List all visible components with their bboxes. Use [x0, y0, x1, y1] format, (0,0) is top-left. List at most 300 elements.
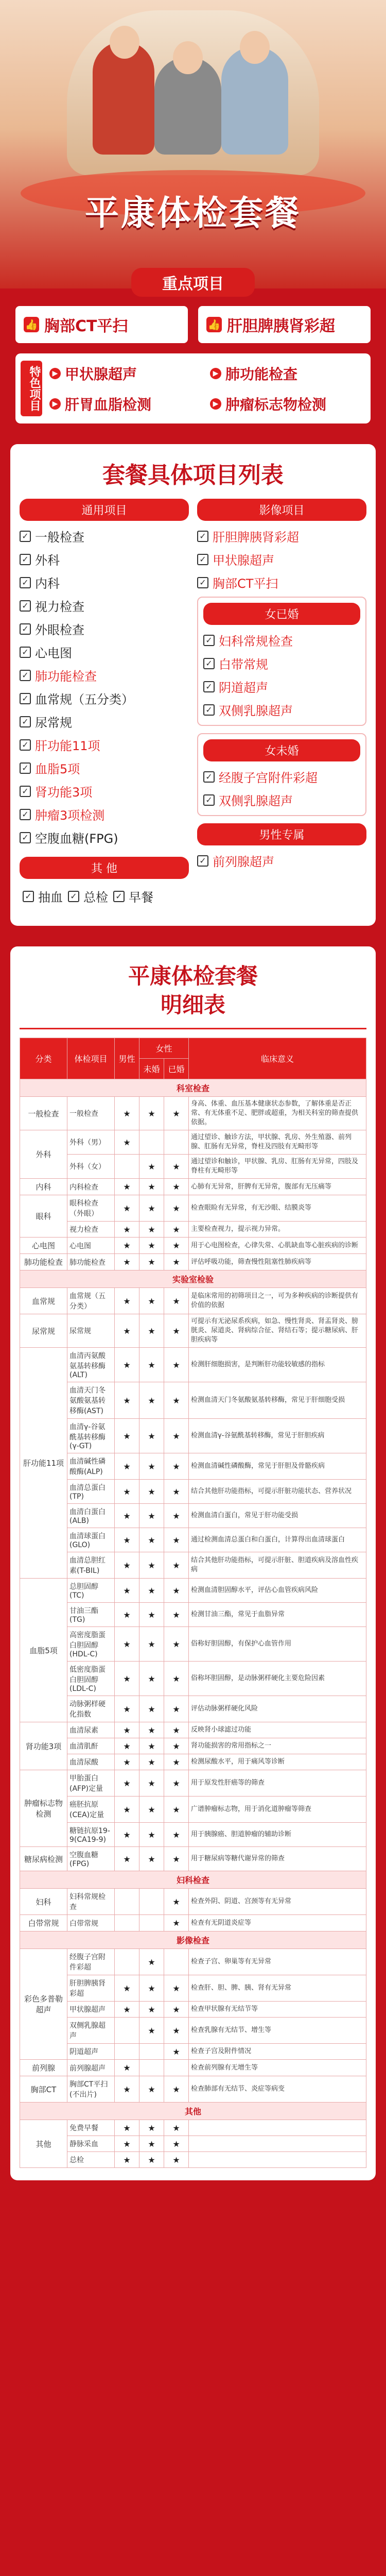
- star-cell: ★: [139, 1195, 164, 1222]
- group-label: 实验室检验: [20, 1270, 366, 1288]
- list-item-label: 肝功能11项: [35, 739, 100, 753]
- table-row: [20, 1823, 366, 1847]
- list-item-label: 尿常规: [35, 716, 72, 730]
- list-item-label: 内科: [35, 577, 60, 591]
- star-cell: ★: [139, 1453, 164, 1480]
- item-cell: 外科（男）: [67, 1130, 115, 1155]
- star-cell: ★: [164, 2044, 189, 2060]
- table-row: [20, 1288, 366, 1314]
- table-row: [20, 1949, 366, 1975]
- star-cell: ★: [115, 1480, 139, 1504]
- item-cell: 胸部CT平扫(不出片): [67, 2076, 115, 2103]
- star-cell: ★: [139, 1155, 164, 1179]
- star-cell: ★: [115, 1419, 139, 1453]
- list-item-label: 肾功能3项: [35, 785, 93, 800]
- group-label: 影像检查: [20, 1931, 366, 1949]
- person-face: [240, 31, 270, 64]
- detail-title: 平康体检套餐 明细表: [128, 963, 258, 1018]
- category-cell: 糖尿病检测: [20, 1847, 67, 1871]
- star-cell: ★: [139, 2002, 164, 2018]
- key-items: [0, 297, 386, 343]
- checkbox-icon: ✓: [20, 670, 31, 681]
- table-row: [20, 2002, 366, 2018]
- item-cell: 阴道超声: [67, 2044, 115, 2060]
- meaning-cell: 肾功能损害的常用指标之一: [189, 1738, 366, 1754]
- list-item: [203, 677, 360, 696]
- category-cell: 妇科: [20, 1889, 67, 1915]
- star-cell: ★: [115, 1603, 139, 1627]
- list-item-label: 外眼检查: [35, 623, 84, 637]
- list-item-label: 双侧乳腺超声: [219, 704, 293, 718]
- item-cell: 外科（女）: [67, 1155, 115, 1179]
- star-cell: ★: [164, 1823, 189, 1847]
- table-row: [20, 1222, 366, 1238]
- general-items: [20, 527, 189, 846]
- group-label: 其他: [20, 2103, 366, 2120]
- arrow-icon: ▶: [210, 398, 221, 410]
- star-cell: ★: [139, 1975, 164, 2002]
- star-cell: ★: [164, 1222, 189, 1238]
- star-cell: ★: [115, 2152, 139, 2168]
- category-cell: 尿常规: [20, 1314, 67, 1348]
- feature-item: ▶ 肿瘤标志物检测: [210, 391, 365, 416]
- list-item-label: 双侧乳腺超声: [219, 794, 293, 808]
- meaning-cell: 检查甲状腺有无结节等: [189, 2002, 366, 2018]
- star-cell: ★: [115, 1754, 139, 1770]
- thumbs-up-icon: 👍: [24, 317, 39, 332]
- item-cell: 低密度脂蛋白胆固醇(LDL-C): [67, 1662, 115, 1696]
- meaning-cell: 检查乳腺有无结节、增生等: [189, 2018, 366, 2044]
- category-cell: 肾功能3项: [20, 1722, 67, 1770]
- star-cell: ★: [164, 1348, 189, 1382]
- star-cell: ★: [139, 1480, 164, 1504]
- table-row: [20, 1889, 366, 1915]
- star-cell: ★: [115, 1627, 139, 1662]
- star-cell: ★: [164, 1504, 189, 1528]
- star-cell: ★: [139, 1722, 164, 1738]
- checkbox-icon: ✓: [20, 739, 31, 751]
- imaging-items: [197, 527, 366, 591]
- detail-table: [20, 1038, 366, 2168]
- star-cell: [115, 1949, 139, 1975]
- star-cell: ★: [164, 1238, 189, 1254]
- list-item: [197, 852, 366, 870]
- checkbox-icon: ✓: [197, 577, 208, 588]
- checkbox-icon: ✓: [20, 531, 31, 542]
- table-row: [20, 2060, 366, 2076]
- list-item: [203, 631, 360, 649]
- list-item-label: 空腹血糖(FPG): [35, 832, 118, 846]
- star-cell: [139, 1915, 164, 1931]
- checkbox-icon: ✓: [20, 647, 31, 658]
- item-cell: 血清γ-谷氨酰基转移酶(γ-GT): [67, 1419, 115, 1453]
- star-cell: ★: [115, 1552, 139, 1579]
- table-row: [20, 1314, 366, 1348]
- star-cell: [139, 1889, 164, 1915]
- table-row: [20, 1504, 366, 1528]
- meaning-cell: 可提示有无泌尿系疾病，如急、慢性肾炎、肾盂肾炎、膀胱炎、尿道炎、肾病综合征、肾结石等；提示糖尿病、肝胆疾病等: [189, 1314, 366, 1348]
- star-cell: ★: [139, 1696, 164, 1722]
- star-cell: ★: [139, 1419, 164, 1453]
- list-item-label: 外科: [35, 553, 60, 568]
- list-item: [20, 689, 189, 707]
- list-item: [20, 643, 189, 661]
- item-cell: 甲状腺超声: [67, 2002, 115, 2018]
- star-cell: [164, 1949, 189, 1975]
- item-cell: 血清尿酸: [67, 1754, 115, 1770]
- star-cell: ★: [115, 1579, 139, 1603]
- meaning-cell: 检测血清天门冬氨酸氨基转移酶，常见于肝细胞受损: [189, 1382, 366, 1419]
- star-cell: ★: [115, 1504, 139, 1528]
- item-cell: 一般检查: [67, 1097, 115, 1130]
- star-cell: ★: [115, 2120, 139, 2136]
- star-cell: ★: [139, 1770, 164, 1797]
- item-cell: 眼科检查（外眼）: [67, 1195, 115, 1222]
- list-item-label: 阴道超声: [219, 681, 268, 695]
- star-cell: ★: [115, 1314, 139, 1348]
- star-cell: ★: [115, 2076, 139, 2103]
- category-cell: 血脂5项: [20, 1579, 67, 1722]
- table-row: [20, 2152, 366, 2168]
- table-row: [20, 1453, 366, 1480]
- meaning-cell: 评估动脉粥样硬化风险: [189, 1696, 366, 1722]
- checkbox-icon: ✓: [20, 554, 31, 565]
- star-cell: ★: [115, 1238, 139, 1254]
- item-cell: 血清白蛋白(ALB): [67, 1504, 115, 1528]
- checkbox-icon: ✓: [20, 623, 31, 635]
- page-title: 平康体检套餐: [85, 193, 301, 233]
- item-cell: 血清肌酐: [67, 1738, 115, 1754]
- group-label: 科室检查: [20, 1079, 366, 1097]
- item-cell: 肺功能检查: [67, 1254, 115, 1270]
- item-cell: 血常规（五分类）: [67, 1288, 115, 1314]
- item-cell: 总检: [67, 2152, 115, 2168]
- star-cell: ★: [139, 1949, 164, 1975]
- feature-grid: [42, 361, 365, 416]
- star-cell: ★: [164, 1915, 189, 1931]
- meaning-cell: 用于心电图检查，心律失常、心肌缺血等心脏疾病的诊断: [189, 1238, 366, 1254]
- star-cell: ★: [164, 1314, 189, 1348]
- star-cell: ★: [115, 1130, 139, 1155]
- item-cell: 免费早餐: [67, 2120, 115, 2136]
- table-group-row: [20, 1871, 366, 1889]
- header-meaning: 临床意义: [189, 1038, 366, 1079]
- star-cell: ★: [115, 1195, 139, 1222]
- star-cell: ★: [115, 1975, 139, 2002]
- feature-tag: 特色项目: [21, 361, 42, 416]
- list-item: [203, 768, 360, 786]
- star-cell: ★: [164, 1179, 189, 1195]
- star-cell: ★: [164, 2120, 189, 2136]
- star-cell: ★: [164, 1770, 189, 1797]
- item-cell: 视力检查: [67, 1222, 115, 1238]
- star-cell: ★: [139, 1254, 164, 1270]
- table-row: [20, 1130, 366, 1155]
- arrow-icon: ▶: [49, 368, 61, 379]
- category-cell: 胸部CT: [20, 2076, 67, 2103]
- key-item-ultrasound: 👍 肝胆脾胰肾彩超: [198, 306, 371, 343]
- item-cell: 空腹血糖(FPG): [67, 1847, 115, 1871]
- star-cell: ★: [115, 2060, 139, 2076]
- meaning-cell: 用于胰腺癌、胆道肿瘤的辅助诊断: [189, 1823, 366, 1847]
- star-cell: ★: [164, 2136, 189, 2152]
- meaning-cell: 检查肺部有无结节、炎症等病变: [189, 2076, 366, 2103]
- table-row: [20, 1738, 366, 1754]
- item-cell: 妇科常规检查: [67, 1889, 115, 1915]
- star-cell: ★: [115, 1288, 139, 1314]
- male-label: 男性专属: [197, 823, 366, 845]
- meaning-cell: 检测血清γ-谷氨酰基转移酶，常见于肝胆疾病: [189, 1419, 366, 1453]
- star-cell: [139, 2044, 164, 2060]
- star-cell: ★: [115, 1453, 139, 1480]
- table-row: [20, 1579, 366, 1603]
- thumbs-up-icon: 👍: [206, 317, 222, 332]
- category-cell: 肝功能11项: [20, 1348, 67, 1579]
- star-cell: ★: [139, 1179, 164, 1195]
- meaning-cell: 通过望诊和触诊，甲状腺、乳房、肛肠有无异常，四肢及脊柱有无畸形等: [189, 1155, 366, 1179]
- meaning-cell: 主要检查视力，提示视力异常。: [189, 1222, 366, 1238]
- star-cell: ★: [115, 1823, 139, 1847]
- list-item: [20, 782, 189, 800]
- list-item-label: 一般检查: [35, 530, 84, 545]
- meaning-cell: 检测血清碱性磷酸酶，常见于肝胆及骨骼疾病: [189, 1453, 366, 1480]
- item-cell: 总胆固醇(TC): [67, 1579, 115, 1603]
- table-row: [20, 2044, 366, 2060]
- star-cell: [115, 2018, 139, 2044]
- item-cell: 经腹子宫附件彩超: [67, 1949, 115, 1975]
- general-column: [20, 499, 189, 912]
- checkbox-icon: ✓: [203, 794, 215, 806]
- list-item: [20, 759, 189, 777]
- star-cell: ★: [139, 1662, 164, 1696]
- list-item-label: 妇科常规检查: [219, 634, 293, 649]
- star-cell: ★: [164, 1579, 189, 1603]
- star-cell: ★: [115, 2136, 139, 2152]
- star-cell: ★: [139, 2076, 164, 2103]
- list-item: [197, 573, 366, 591]
- star-cell: ★: [164, 1847, 189, 1871]
- checkbox-icon: ✓: [20, 693, 31, 704]
- star-cell: ★: [139, 2018, 164, 2044]
- meaning-cell: [189, 2136, 366, 2152]
- star-cell: ★: [139, 1348, 164, 1382]
- star-cell: ★: [115, 1179, 139, 1195]
- header-female-unmarried: 未婚: [139, 1059, 164, 1079]
- checkbox-icon: ✓: [20, 716, 31, 727]
- meaning-cell: 检测血清胆固醇水平，评估心血管疾病风险: [189, 1579, 366, 1603]
- star-cell: ★: [164, 2002, 189, 2018]
- item-cell: 动脉粥样硬化指数: [67, 1696, 115, 1722]
- category-cell: 外科: [20, 1130, 67, 1179]
- star-cell: ★: [139, 1528, 164, 1552]
- list-item-label: 早餐: [129, 890, 153, 905]
- category-cell: 一般检查: [20, 1097, 67, 1130]
- female-unmarried-label: 女未婚: [203, 739, 360, 761]
- meaning-cell: 通过检测血清总蛋白和白蛋白，计算得出血清球蛋白: [189, 1528, 366, 1552]
- star-cell: ★: [164, 1528, 189, 1552]
- item-cell: 尿常规: [67, 1314, 115, 1348]
- star-cell: ★: [164, 1382, 189, 1419]
- star-cell: ★: [164, 1155, 189, 1179]
- table-row: [20, 1696, 366, 1722]
- checkbox-icon: ✓: [20, 832, 31, 843]
- star-cell: ★: [139, 1754, 164, 1770]
- list-item: [203, 701, 360, 719]
- table-group-row: [20, 1079, 366, 1097]
- table-row: [20, 1382, 366, 1419]
- star-cell: ★: [164, 1975, 189, 2002]
- table-row: [20, 2018, 366, 2044]
- list-item-label: 肝胆脾胰肾彩超: [213, 530, 299, 545]
- table-row: [20, 1195, 366, 1222]
- meaning-cell: 俗称好胆固醇，有保护心血管作用: [189, 1627, 366, 1662]
- checkbox-icon: ✓: [68, 891, 79, 902]
- list-item: [20, 713, 189, 731]
- checkbox-icon: ✓: [20, 600, 31, 612]
- star-cell: ★: [164, 1627, 189, 1662]
- table-row: [20, 1975, 366, 2002]
- star-cell: ★: [164, 1754, 189, 1770]
- list-item: [20, 666, 189, 684]
- table-row: [20, 1627, 366, 1662]
- list-item: [20, 527, 189, 545]
- table-row: [20, 1155, 366, 1179]
- star-cell: ★: [115, 1528, 139, 1552]
- list-item-label: 甲状腺超声: [213, 553, 274, 568]
- star-cell: ★: [139, 1382, 164, 1419]
- other-label: 其 他: [20, 857, 189, 879]
- list-item-label: 抽血: [38, 890, 63, 905]
- list-item: [20, 736, 189, 754]
- star-cell: ★: [115, 1738, 139, 1754]
- divider: [20, 1028, 366, 1029]
- meaning-cell: [189, 2152, 366, 2168]
- star-cell: [164, 2060, 189, 2076]
- star-cell: ★: [115, 1696, 139, 1722]
- checkbox-icon: ✓: [203, 635, 215, 646]
- table-row: [20, 1603, 366, 1627]
- imaging-label: 影像项目: [197, 499, 366, 521]
- star-cell: ★: [164, 1662, 189, 1696]
- star-cell: ★: [139, 1847, 164, 1871]
- star-cell: ★: [139, 1097, 164, 1130]
- category-cell: 前列腺: [20, 2060, 67, 2076]
- table-row: [20, 1097, 366, 1130]
- list-item-label: 白带常规: [219, 657, 268, 672]
- person-face: [173, 41, 203, 74]
- table-row: [20, 1419, 366, 1453]
- feature-box: [15, 353, 371, 423]
- item-cell: 肝胆脾胰肾彩超: [67, 1975, 115, 2002]
- meaning-cell: 身高、体重、血压基本健康状态参数，了解体重是否正常、有无体重不足、肥胖或超重，为相关科室的筛查提供依据。: [189, 1097, 366, 1130]
- star-cell: ★: [139, 1627, 164, 1662]
- star-cell: ★: [139, 1579, 164, 1603]
- star-cell: [115, 2044, 139, 2060]
- key-section-title: 重点项目: [131, 268, 255, 297]
- checkbox-icon: ✓: [203, 681, 215, 692]
- header-item: 体检项目: [67, 1038, 115, 1079]
- table-row: [20, 1179, 366, 1195]
- list-item-label: 血脂5项: [35, 762, 80, 776]
- meaning-cell: 检测甘油三酯，常见于血脂异常: [189, 1603, 366, 1627]
- star-cell: [115, 1915, 139, 1931]
- item-cell: 血清球蛋白(GLO): [67, 1528, 115, 1552]
- star-cell: ★: [164, 1419, 189, 1453]
- star-cell: ★: [115, 1722, 139, 1738]
- header-female: 女性: [139, 1038, 189, 1059]
- female-unmarried-card: [197, 733, 366, 816]
- category-cell: 心电图: [20, 1238, 67, 1254]
- star-cell: ★: [164, 2018, 189, 2044]
- meaning-cell: 检查前列腺有无增生等: [189, 2060, 366, 2076]
- star-cell: [139, 1130, 164, 1155]
- meaning-cell: 俗称坏胆固醇，是动脉粥样硬化主要危险因素: [189, 1662, 366, 1696]
- general-label: 通用项目: [20, 499, 189, 521]
- item-cell: 血清天门冬氨酸氨基转移酶(AST): [67, 1382, 115, 1419]
- star-cell: ★: [164, 1722, 189, 1738]
- checkbox-icon: ✓: [197, 855, 208, 867]
- table-row: [20, 2120, 366, 2136]
- meaning-cell: 检查外阴、阴道、宫颈等有无异常: [189, 1889, 366, 1915]
- star-cell: ★: [115, 1797, 139, 1823]
- list-item: [197, 527, 366, 545]
- item-cell: 心电图: [67, 1238, 115, 1254]
- checkbox-icon: ✓: [197, 531, 208, 542]
- table-row: [20, 1238, 366, 1254]
- group-label: 妇科检查: [20, 1871, 366, 1889]
- category-cell: 肿瘤标志物检测: [20, 1770, 67, 1847]
- category-cell: 彩色多普勒超声: [20, 1949, 67, 2060]
- star-cell: ★: [164, 2152, 189, 2168]
- star-cell: ★: [139, 1238, 164, 1254]
- table-row: [20, 1662, 366, 1696]
- star-cell: ★: [139, 1738, 164, 1754]
- star-cell: ★: [164, 1288, 189, 1314]
- table-row: [20, 1770, 366, 1797]
- imaging-column: [197, 499, 366, 912]
- list-item: [203, 791, 360, 809]
- checkbox-icon: ✓: [113, 891, 125, 902]
- table-row: [20, 1754, 366, 1770]
- list-item: [68, 887, 108, 905]
- checkbox-icon: ✓: [20, 786, 31, 797]
- checkbox-icon: ✓: [20, 762, 31, 774]
- item-cell: 癌胚抗原(CEA)定量: [67, 1797, 115, 1823]
- table-row: [20, 1480, 366, 1504]
- table-group-row: [20, 1931, 366, 1949]
- star-cell: ★: [115, 1662, 139, 1696]
- checkbox-icon: ✓: [23, 891, 34, 902]
- meaning-cell: 检查子宫、卵巢等有无异常: [189, 1949, 366, 1975]
- item-cell: 白带常规: [67, 1915, 115, 1931]
- star-cell: ★: [164, 1453, 189, 1480]
- meaning-cell: 心肺有无异常，肝脾有无异常，腹部有无压痛等: [189, 1179, 366, 1195]
- star-cell: ★: [115, 1348, 139, 1382]
- star-cell: ★: [139, 1603, 164, 1627]
- list-item: [197, 550, 366, 568]
- star-cell: ★: [139, 1504, 164, 1528]
- list-item-label: 心电图: [35, 646, 72, 660]
- star-cell: ★: [115, 1222, 139, 1238]
- meaning-cell: 反映肾小球滤过功能: [189, 1722, 366, 1738]
- meaning-cell: 用于原发性肝癌等的筛查: [189, 1770, 366, 1797]
- category-cell: 肺功能检查: [20, 1254, 67, 1270]
- star-cell: ★: [115, 1770, 139, 1797]
- meaning-cell: 检测血清白蛋白，常见于肝功能受损: [189, 1504, 366, 1528]
- list-item: [203, 654, 360, 672]
- list-item: [23, 887, 63, 905]
- star-cell: ★: [164, 2076, 189, 2103]
